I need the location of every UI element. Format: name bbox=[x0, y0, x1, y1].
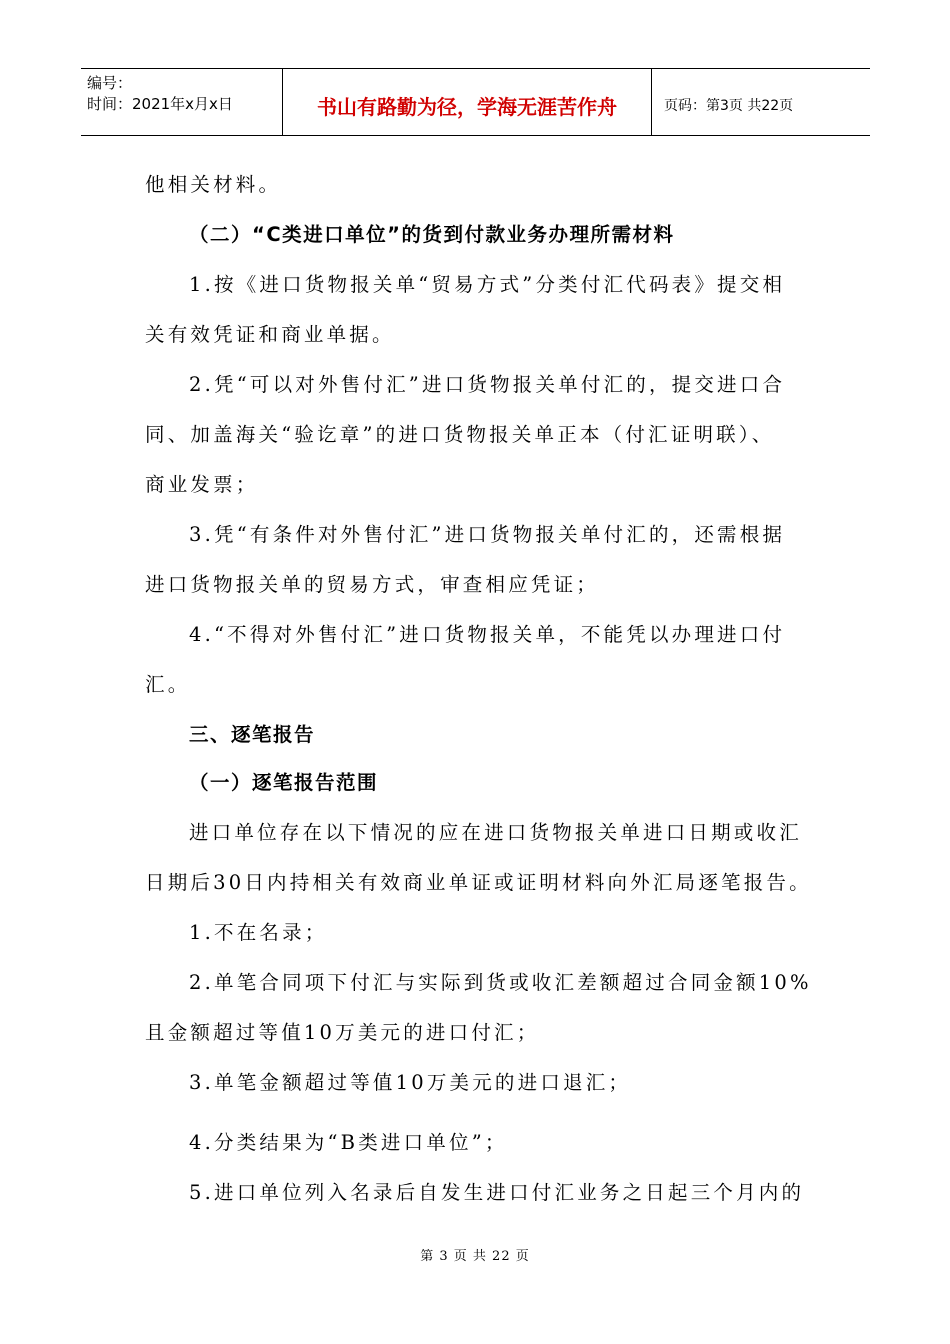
paragraph-line: 2.凭“可以对外售付汇”进口货物报关单付汇的，提交进口合 bbox=[189, 373, 786, 396]
page-footer: 第 3 页 共 22 页 bbox=[420, 1249, 530, 1264]
paragraph-line: 4.“不得对外售付汇”进口货物报关单，不能凭以办理进口付 bbox=[189, 623, 786, 646]
date-label: 时间：2021年x月x日 bbox=[87, 95, 233, 113]
paragraph-line: 汇。 bbox=[145, 673, 191, 696]
motto-text: 书山有路勤为径，学海无涯苦作舟 bbox=[317, 94, 617, 119]
paragraph-line: 日期后30日内持相关有效商业单证或证明材料向外汇局逐笔报告。 bbox=[145, 871, 812, 894]
paragraph-line: 同、加盖海关“验讫章”的进口货物报关单正本（付汇证明联）、 bbox=[145, 423, 775, 446]
header-page-cell bbox=[652, 69, 870, 135]
paragraph-line: 且金额超过等值10万美元的进口付汇； bbox=[145, 1021, 540, 1044]
paragraph-line: 1.按《进口货物报关单“贸易方式”分类付汇代码表》提交相 bbox=[189, 273, 786, 296]
paragraph-line: 3.单笔金额超过等值10万美元的进口退汇； bbox=[189, 1071, 632, 1094]
section-heading: 三、逐笔报告 bbox=[189, 723, 316, 746]
paragraph-line: 2.单笔合同项下付汇与实际到货或收汇差额超过合同金额10% bbox=[189, 971, 812, 994]
paragraph-line: 关有效凭证和商业单据。 bbox=[145, 323, 395, 346]
header-table bbox=[81, 68, 870, 136]
header-left-cell bbox=[81, 69, 282, 135]
subsection-heading: （一）逐笔报告范围 bbox=[189, 771, 379, 794]
section-heading: （二）“C类进口单位”的货到付款业务办理所需材料 bbox=[189, 223, 675, 246]
paragraph-line: 进口货物报关单的贸易方式，审查相应凭证； bbox=[145, 573, 600, 596]
paragraph-line: 5.进口单位列入名录后自发生进口付汇业务之日起三个月内的 bbox=[189, 1181, 805, 1204]
paragraph-line: 他相关材料。 bbox=[145, 173, 282, 196]
paragraph-line: 4.分类结果为“B类进口单位”； bbox=[189, 1131, 508, 1154]
page-label: 页码：第3页 共22页 bbox=[664, 98, 794, 114]
paragraph-line: 进口单位存在以下情况的应在进口货物报关单进口日期或收汇 bbox=[189, 821, 802, 844]
paragraph-line: 1.不在名录； bbox=[189, 921, 328, 944]
paragraph-line: 商业发票； bbox=[145, 473, 259, 496]
header-motto-cell bbox=[282, 69, 652, 135]
number-label: 编号： bbox=[87, 74, 133, 92]
paragraph-line: 3.凭“有条件对外售付汇”进口货物报关单付汇的，还需根据 bbox=[189, 523, 786, 546]
